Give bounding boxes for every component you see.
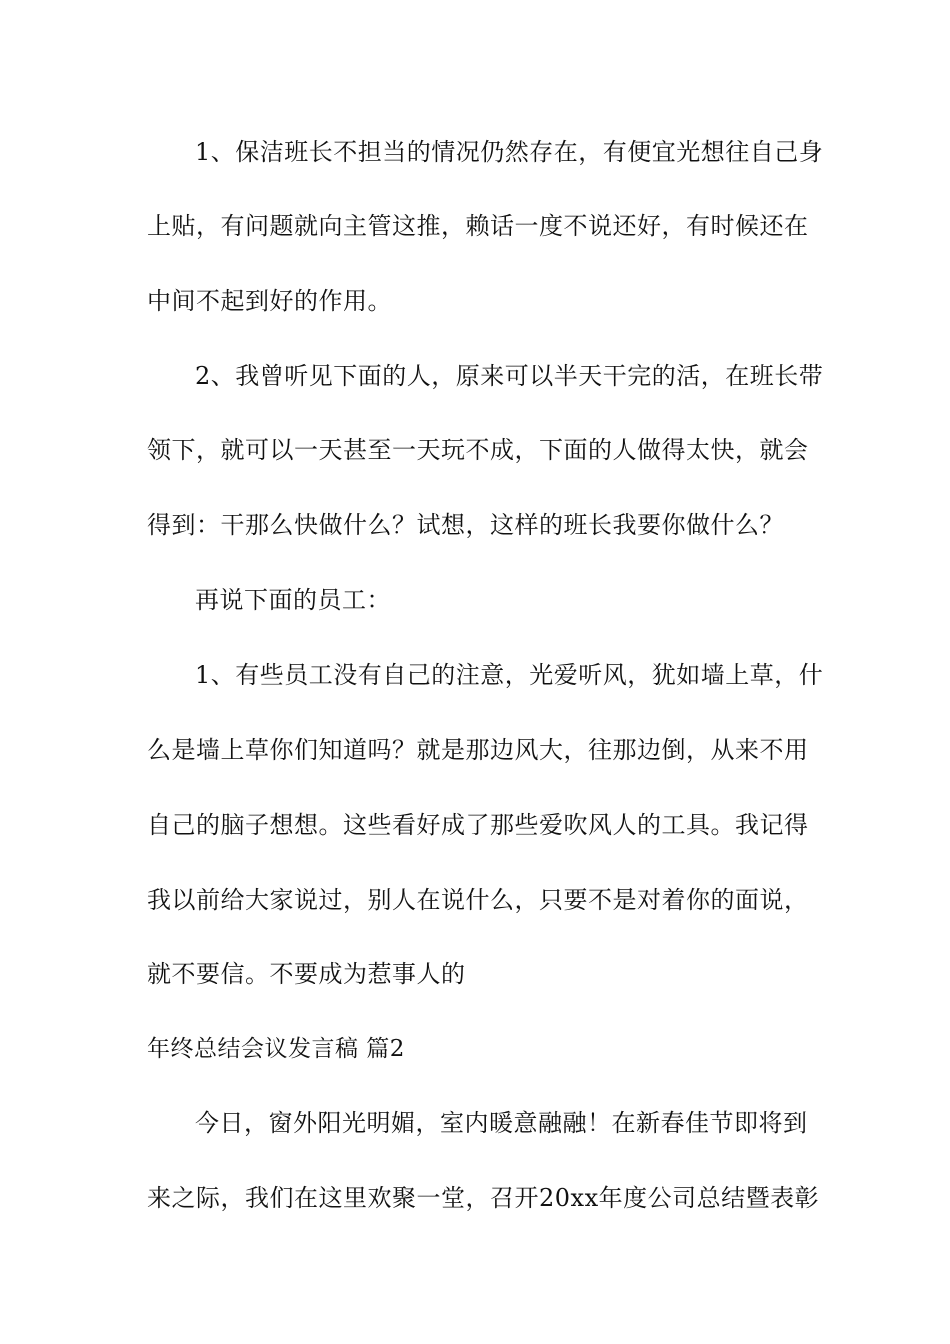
- paragraph-line: 自己的脑子想想。这些看好成了那些爱吹风人的工具。我记得: [147, 811, 809, 839]
- paragraph-line: 领下，就可以一天甚至一天玩不成，下面的人做得太快，就会: [147, 436, 809, 464]
- paragraph-line: 今日，窗外阳光明媚，室内暖意融融！在新春佳节即将到: [195, 1109, 808, 1137]
- paragraph-line: 再说下面的员工：: [195, 586, 391, 614]
- paragraph-line: 上贴，有问题就向主管这推，赖话一度不说还好，有时候还在: [147, 212, 809, 240]
- paragraph-line: 1、保洁班长不担当的情况仍然存在，有便宜光想往自己身: [195, 138, 824, 166]
- paragraph-line: 1、有些员工没有自己的注意，光爱听风，犹如墙上草，什: [195, 661, 824, 689]
- paragraph-line: 2、我曾听见下面的人，原来可以半天干完的活，在班长带: [195, 362, 824, 390]
- paragraph-line: 来之际，我们在这里欢聚一堂，召开20xx年度公司总结暨表彰: [147, 1184, 820, 1212]
- paragraph-line: 得到：干那么快做什么？试想，这样的班长我要你做什么？: [147, 511, 784, 539]
- paragraph-line: 我以前给大家说过，别人在说什么，只要不是对着你的面说，: [147, 886, 809, 914]
- section-heading: 年终总结会议发言稿 篇2: [147, 1036, 405, 1062]
- paragraph-line: 中间不起到好的作用。: [147, 287, 392, 315]
- paragraph-line: 么是墙上草你们知道吗？就是那边风大，往那边倒，从来不用: [147, 736, 809, 764]
- paragraph-line: 就不要信。不要成为惹事人的: [147, 960, 466, 988]
